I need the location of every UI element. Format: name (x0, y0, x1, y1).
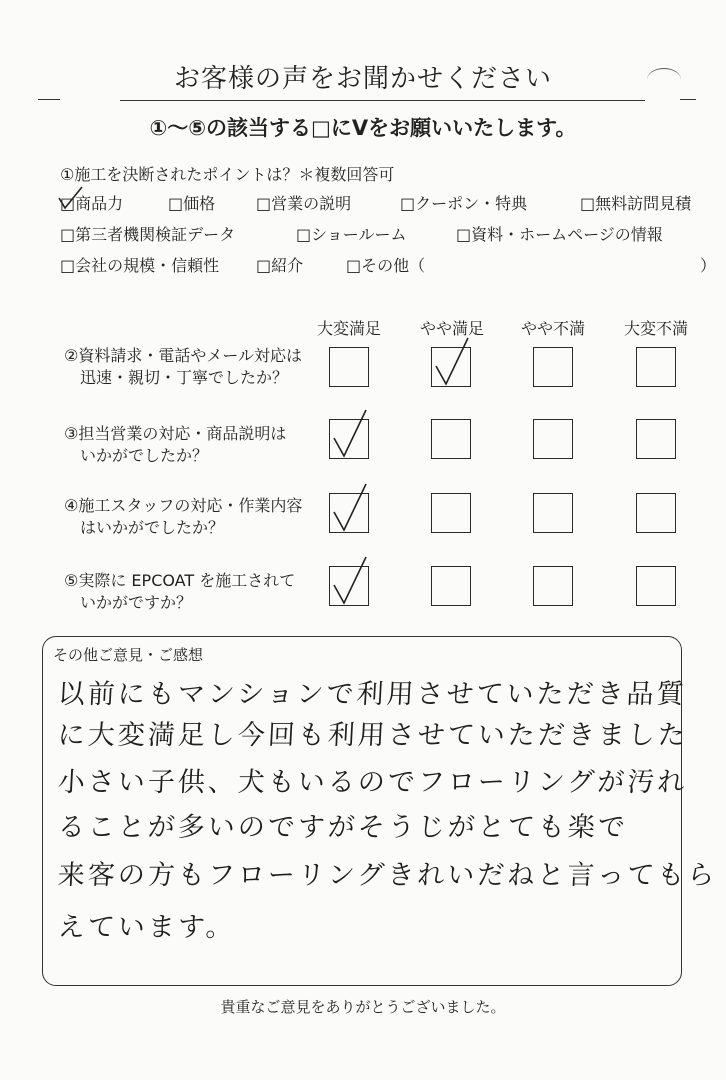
q4-somewhat-dissatisfied-checkbox[interactable] (533, 493, 573, 533)
q1-check-mark-icon (56, 184, 86, 214)
option-coupon[interactable]: □クーポン・特典 (400, 194, 528, 213)
question-2-label (64, 345, 302, 389)
comment-line-1: 以前にもマンションで利用させていただき品質 (57, 679, 688, 710)
option-price[interactable]: □価格 (168, 194, 216, 213)
question-3-line-1: ③担当営業の対応・商品説明は (64, 424, 287, 443)
question-5-line-2: いかがですか？ (80, 593, 193, 612)
comment-line-2: に大変満足し今回も利用させていただきました (57, 720, 689, 751)
q3-somewhat-dissatisfied-checkbox[interactable] (533, 419, 573, 459)
question-5-line-1: ⑤実際に EPCOAT を施工されて (64, 571, 296, 590)
thank-you-footer: 貴重なご意見をありがとうございました。 (220, 998, 506, 1016)
question-1-label: ①施工を決断されたポイントは？＊複数回答可 (60, 165, 395, 184)
comment-line-5: 来客の方もフローリングきれいだねと言ってもら (57, 860, 719, 891)
q1-options-row-2 (60, 222, 710, 246)
check-mark-icon (428, 334, 478, 394)
q3-very-dissatisfied-checkbox[interactable] (636, 419, 676, 459)
check-mark-icon (326, 406, 376, 466)
corner-arc-mark (647, 68, 681, 91)
q2-very-satisfied-checkbox[interactable] (329, 347, 369, 387)
q5-somewhat-satisfied-checkbox[interactable] (431, 566, 471, 606)
q4-very-dissatisfied-checkbox[interactable] (636, 493, 676, 533)
q1-options-row-1 (60, 191, 710, 215)
q4-somewhat-satisfied-checkbox[interactable] (431, 493, 471, 533)
title-underline (120, 100, 645, 101)
option-referral[interactable]: □紹介 (256, 256, 304, 275)
q1-options-row-3 (60, 253, 717, 277)
option-product-strength[interactable]: □商品力 (60, 194, 124, 213)
question-5-label (64, 570, 295, 614)
check-mark-icon (326, 480, 376, 540)
question-4-label (64, 495, 302, 539)
right-margin-mark (680, 99, 696, 100)
option-homepage-info[interactable]: □資料・ホームページの情報 (456, 225, 663, 244)
option-free-estimate[interactable]: □無料訪問見積 (580, 194, 692, 213)
q2-somewhat-satisfied-checkbox[interactable] (431, 347, 471, 387)
comment-line-6: えています。 (57, 912, 237, 943)
column-somewhat-satisfied: やや満足 (419, 319, 484, 338)
question-4-line-2: はいかがでしたか？ (80, 518, 225, 537)
option-company-reliability[interactable]: □会社の規模・信頼性 (60, 256, 220, 275)
option-showroom[interactable]: □ショールーム (296, 225, 407, 244)
comments-label: その他ご意見・ご感想 (53, 646, 204, 664)
comment-line-3: 小さい子供、犬もいるのでフローリングが汚れ (57, 767, 689, 798)
q5-very-dissatisfied-checkbox[interactable] (636, 566, 676, 606)
option-other-close: ） (700, 256, 717, 275)
check-mark-icon (326, 553, 376, 613)
q5-somewhat-dissatisfied-checkbox[interactable] (533, 566, 573, 606)
q3-very-satisfied-checkbox[interactable] (329, 419, 369, 459)
survey-title: お客様の声をお聞かせください (173, 64, 552, 94)
option-sales-explanation[interactable]: □営業の説明 (256, 194, 352, 213)
q2-very-dissatisfied-checkbox[interactable] (636, 347, 676, 387)
column-very-dissatisfied: 大変不満 (623, 319, 688, 338)
option-third-party-data[interactable]: □第三者機関検証データ (60, 225, 236, 244)
q3-somewhat-satisfied-checkbox[interactable] (431, 419, 471, 459)
q4-very-satisfied-checkbox[interactable] (329, 493, 369, 533)
column-very-satisfied: 大変満足 (316, 319, 381, 338)
q5-very-satisfied-checkbox[interactable] (329, 566, 369, 606)
column-somewhat-dissatisfied: やや不満 (520, 319, 585, 338)
option-other[interactable]: □その他（ (346, 256, 426, 275)
question-3-line-2: いかがでしたか？ (80, 446, 209, 465)
question-3-label (64, 423, 286, 467)
question-4-line-1: ④施工スタッフの対応・作業内容 (64, 496, 303, 515)
comment-line-4: ることが多いのですがそうじがとても楽で (57, 812, 629, 843)
question-2-line-1: ②資料請求・電話やメール対応は (64, 346, 303, 365)
q2-somewhat-dissatisfied-checkbox[interactable] (533, 347, 573, 387)
survey-instruction: ①～⑤の該当する□にVをお願いいたします。 (149, 116, 577, 140)
left-margin-mark (38, 99, 60, 100)
question-2-line-2: 迅速・親切・丁寧でしたか？ (80, 368, 289, 387)
